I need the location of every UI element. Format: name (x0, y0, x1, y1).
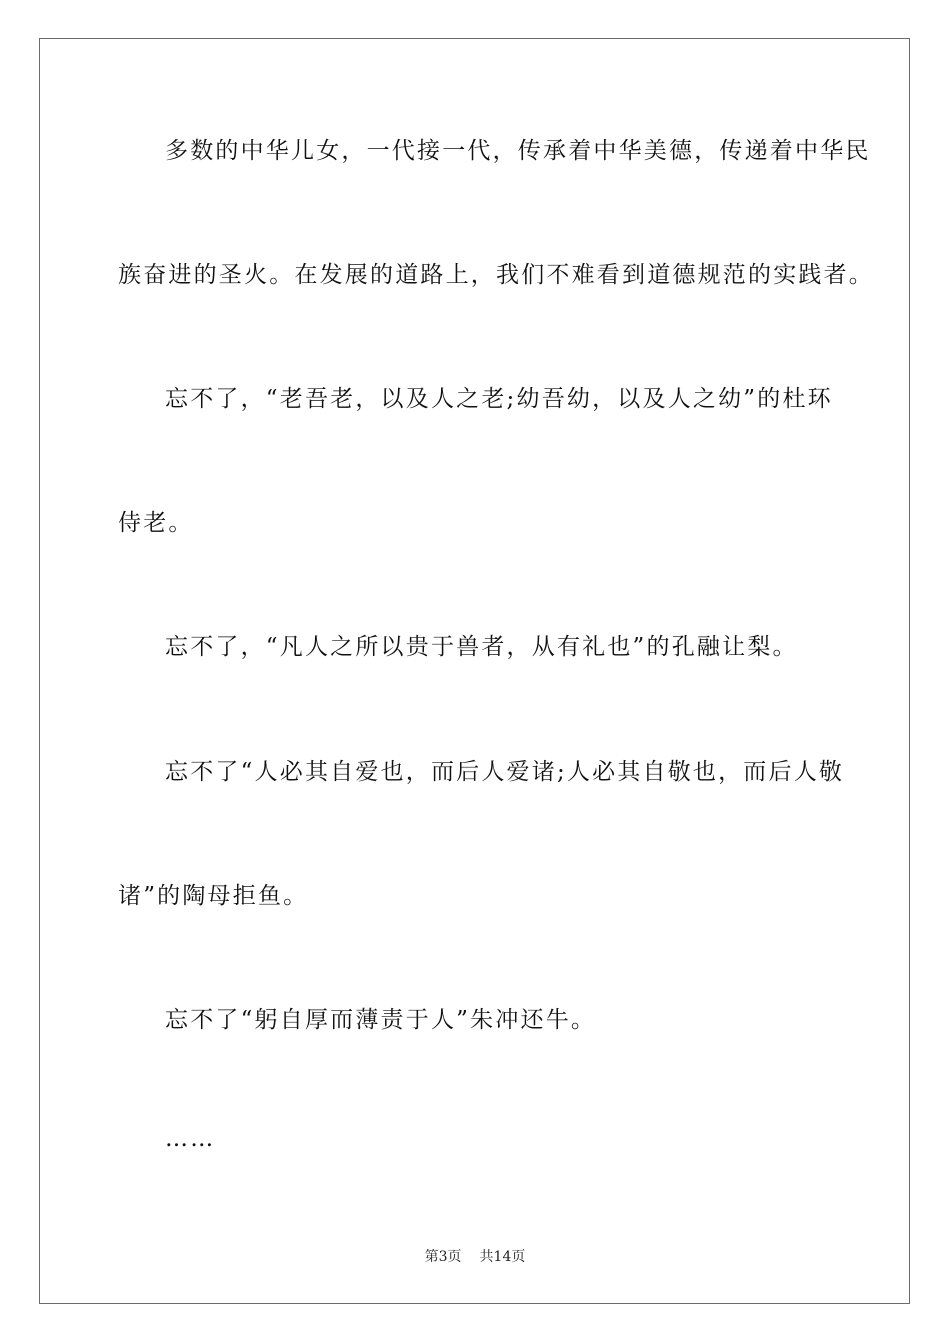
page-total: 共14页 (479, 1249, 526, 1265)
ellipsis-line: …… (165, 1126, 216, 1152)
paragraph-line: 族奋进的圣火。在发展的道路上，我们不难看到道德规范的实践者。 (118, 262, 874, 288)
paragraph-line: 忘不了“人必其自爱也，而后人爱诸;人必其自敬也，而后人敬 (165, 759, 845, 785)
paragraph-line: 多数的中华儿女，一代接一代，传承着中华美德，传递着中华民 (165, 138, 871, 164)
page-footer (0, 1248, 950, 1266)
paragraph-line: 诸”的陶母拒鱼。 (118, 883, 309, 909)
paragraph-line: 忘不了，“凡人之所以贵于兽者，从有礼也”的孔融让梨。 (165, 634, 798, 660)
paragraph-line: 侍老。 (118, 510, 194, 536)
paragraph-line: 忘不了“躬自厚而薄责于人”朱冲还牛。 (165, 1007, 597, 1033)
page-number: 第3页 (424, 1249, 462, 1265)
paragraph-line: 忘不了，“老吾老，以及人之老;幼吾幼，以及人之幼”的杜环 (165, 386, 833, 412)
page-border (39, 38, 910, 1304)
